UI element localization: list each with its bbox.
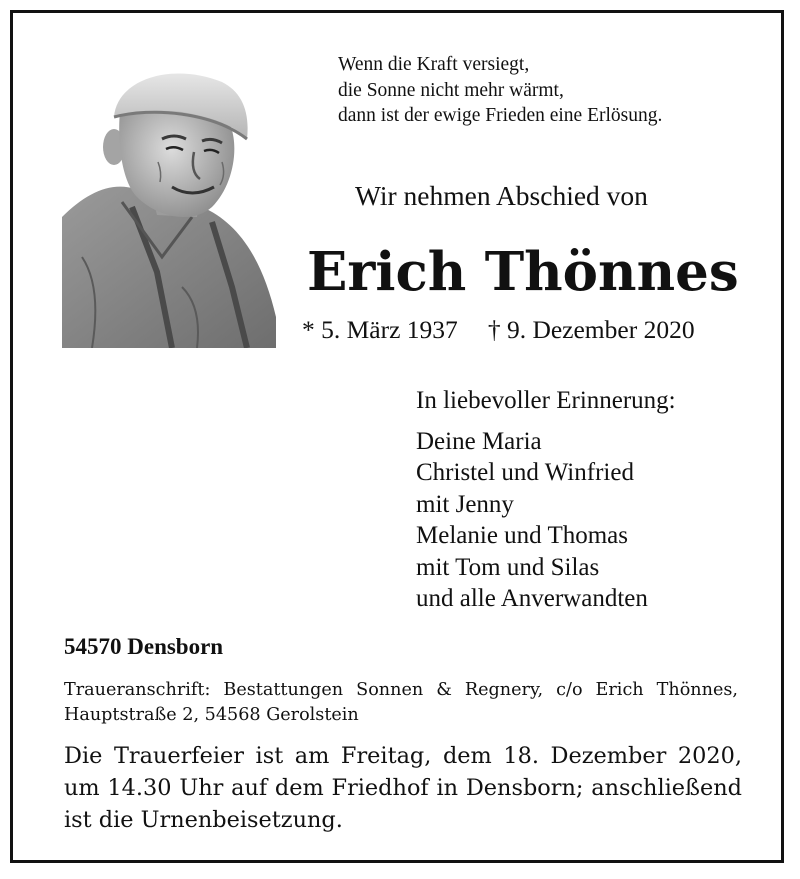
farewell-intro: Wir nehmen Abschied von xyxy=(355,180,648,211)
portrait-photo xyxy=(62,57,276,348)
mourner-line: mit Jenny xyxy=(416,490,514,518)
deceased-name: Erich Thönnes xyxy=(307,241,739,303)
portrait-illustration xyxy=(62,57,276,348)
obituary-notice xyxy=(10,10,784,863)
mourner-line: und alle Anverwandten xyxy=(416,585,648,613)
poem-line: Wenn die Kraft versiegt, xyxy=(338,54,530,75)
mourner-line: Melanie und Thomas xyxy=(416,522,628,550)
mourner-line: Deine Maria xyxy=(416,428,542,455)
funeral-service-info: Die Trauerfeier ist am Freitag, dem 18. Dezember 2020, um 14.30 Uhr auf dem Friedhof in Densborn; anschließend ist die Urnenbeisetzung. xyxy=(64,743,742,833)
birth-date: * 5. März 1937 xyxy=(302,315,458,344)
mourning-address: Traueranschrift: Bestattungen Sonnen & Regnery, c/o Erich Thönnes, Hauptstraße 2, 54568 Gerolstein xyxy=(64,680,738,725)
mourner-line: Christel und Winfried xyxy=(416,459,634,487)
poem xyxy=(338,52,662,129)
death-date: † 9. Dezember 2020 xyxy=(487,315,695,344)
poem-line: dann ist der ewige Frieden eine Erlösung. xyxy=(338,105,663,126)
location: 54570 Densborn xyxy=(64,634,224,659)
memory-heading: In liebevoller Erinnerung: xyxy=(416,387,676,414)
mourner-line: mit Tom und Silas xyxy=(416,553,600,581)
poem-line: die Sonne nicht mehr wärmt, xyxy=(338,79,564,101)
mourners-list xyxy=(416,426,648,614)
life-dates xyxy=(302,313,695,347)
